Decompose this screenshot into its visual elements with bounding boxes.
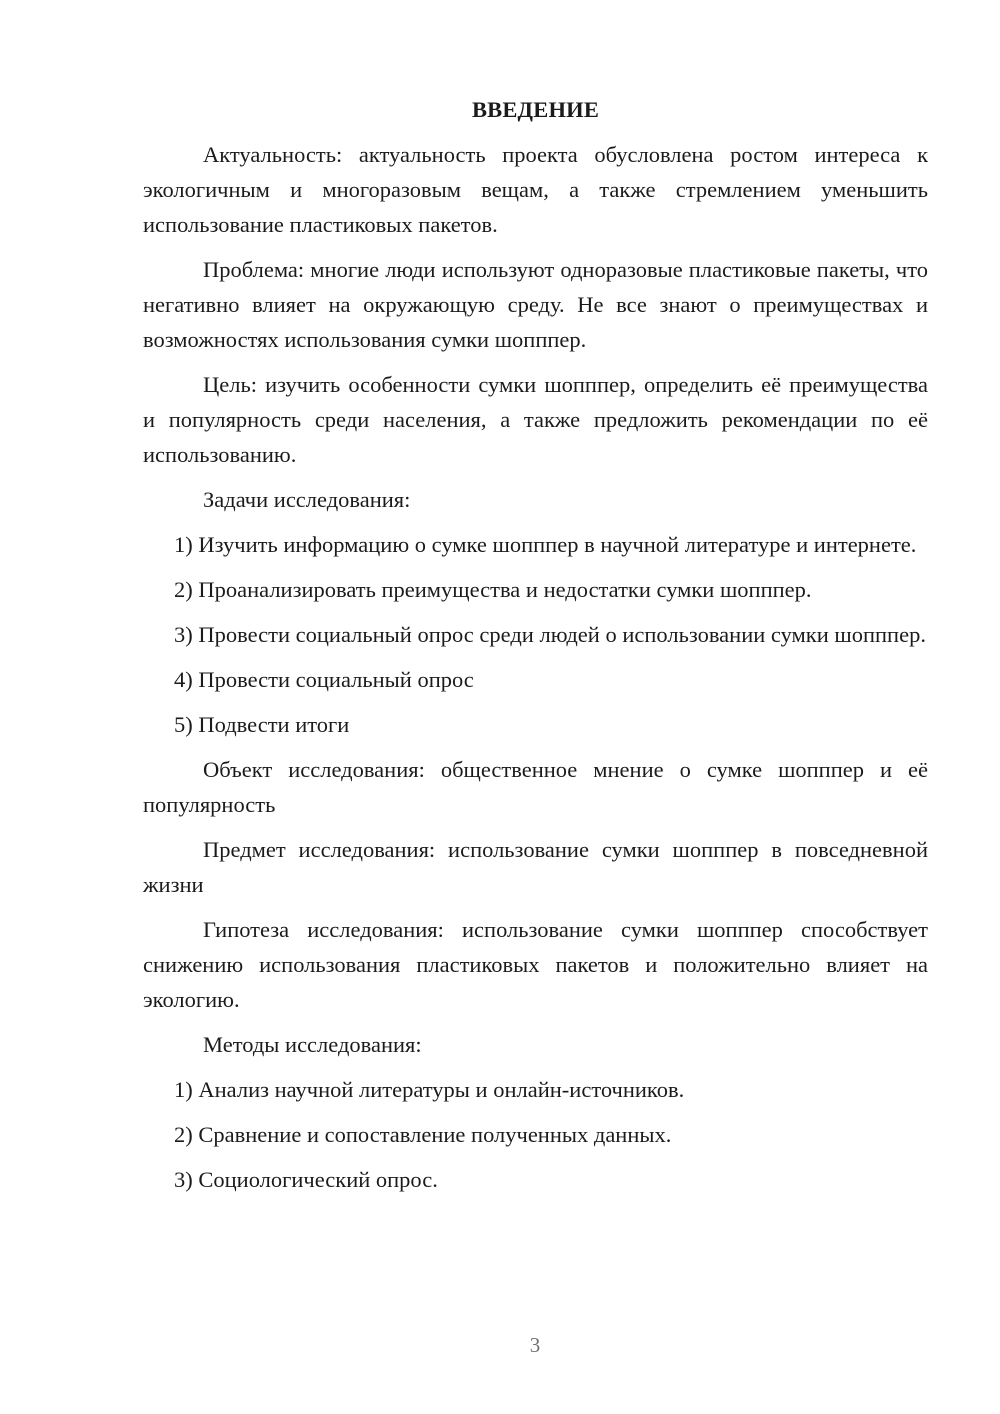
subject-paragraph: Предмет исследования: использование сумки шопппер в повседневной жизни bbox=[143, 837, 928, 897]
task-item: 5) Подвести итоги bbox=[174, 712, 350, 737]
task-item: 3) Провести социальный опрос среди людей о использовании сумки шопппер. bbox=[174, 622, 926, 647]
methods-title: Методы исследования: bbox=[203, 1032, 422, 1057]
relevance-paragraph: Актуальность: актуальность проекта обусловлена ростом интереса к экологичным и многоразовым вещам, а также стремлением уменьшить использование пластиковых пакетов. bbox=[143, 142, 928, 237]
task-item: 1) Изучить информацию о сумке шопппер в научной литературе и интернете. bbox=[174, 532, 917, 557]
method-item: 1) Анализ научной литературы и онлайн-источников. bbox=[174, 1077, 685, 1102]
section-heading: ВВЕДЕНИЕ bbox=[471, 97, 600, 122]
tasks-title: Задачи исследования: bbox=[203, 487, 411, 512]
method-item: 3) Социологический опрос. bbox=[174, 1167, 438, 1192]
page-body bbox=[143, 92, 928, 1207]
hypothesis-paragraph: Гипотеза исследования: использование сумки шопппер способствует снижению использования пластиковых пакетов и положительно влияет на экологию. bbox=[143, 917, 928, 1012]
problem-paragraph: Проблема: многие люди используют одноразовые пластиковые пакеты, что негативно влияет на окружающую среду. Не все знают о преимуществах и возможностях использования сумки шопппер. bbox=[143, 257, 928, 352]
page-number: 3 bbox=[529, 1333, 541, 1357]
goal-paragraph: Цель: изучить особенности сумки шопппер, определить её преимущества и популярность среди населения, а также предложить рекомендации по её использованию. bbox=[143, 372, 928, 467]
method-item: 2) Сравнение и сопоставление полученных данных. bbox=[174, 1122, 672, 1147]
task-item: 2) Проанализировать преимущества и недостатки сумки шопппер. bbox=[174, 577, 812, 602]
object-paragraph: Объект исследования: общественное мнение о сумке шопппер и её популярность bbox=[143, 757, 928, 817]
task-item: 4) Провести социальный опрос bbox=[174, 667, 474, 692]
